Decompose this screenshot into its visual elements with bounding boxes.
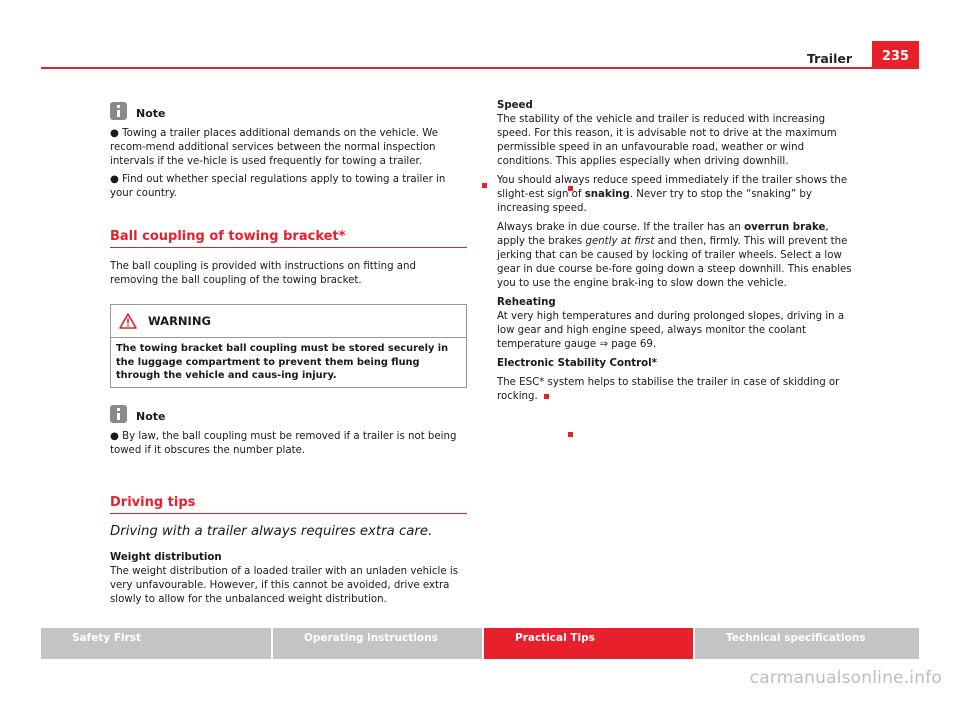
text-run: . Never try to stop the “snaking” by increasing speed. — [497, 189, 812, 214]
page-header-title: Trailer — [807, 51, 852, 66]
note-bullet-text: By law, the ball coupling must be removed if a trailer is not being towed if it obscures the number plate. — [110, 430, 457, 456]
speed-paragraph-1: The stability of the vehicle and trailer is reduced with increasing speed. For this reason, it is advisable not to drive at the maximum permissible speed in an unfavourable road, weather or wind conditions. This applies especially when driving downhill. — [497, 114, 837, 167]
weight-distribution-text: The weight distribution of a loaded trailer with an unladen vehicle is very unfavourable. However, if this cannot be avoided, drive extra slowly to allow for the unbalanced weight distribution. — [110, 565, 458, 605]
note-bullet: ● Towing a trailer places additional demands on the vehicle. We recom-mend additional services between the normal inspection intervals if the ve-hicle is used frequently for towing a trailer. — [110, 128, 438, 167]
warning-heading — [111, 305, 466, 338]
info-icon — [110, 102, 127, 120]
warning-triangle-icon — [119, 313, 137, 329]
speed-heading: Speed — [497, 100, 533, 111]
speed-paragraph-2 — [497, 174, 857, 216]
note-bullet-text: Towing a trailer places additional demands on the vehicle. We recom-mend additional services between the normal inspection intervals if the ve-hicle is used frequently for towing a trailer. — [110, 128, 438, 167]
note-bullet: ● Find out whether special regulations apply to towing a trailer in your country. — [110, 174, 446, 199]
emphasis-overrun-brake: overrun brake — [744, 222, 826, 233]
ball-coupling-text: The ball coupling is provided with instructions on fitting and removing the ball coupling of the towing bracket. — [110, 261, 416, 286]
text-run: You should always reduce speed immediately if the trailer shows the slight-est sign of — [497, 175, 848, 200]
section-end-marker — [568, 432, 573, 437]
page-reference-link[interactable]: ⇒ page 69. — [599, 339, 657, 350]
section-end-marker — [482, 183, 487, 188]
footer-nav — [41, 628, 919, 659]
emphasis-snaking: snaking — [584, 189, 630, 200]
info-icon — [110, 405, 127, 423]
reheating-text — [497, 310, 857, 352]
text-run: and then, firmly. This will prevent the jerking that can be caused by locking of trailer wheels. Select a low gear in due course be-fore going down a steep downhill. This enables you to use the engine brak-ing to slow down the vehicle. — [497, 236, 852, 289]
left-column — [110, 96, 467, 607]
text-run: , apply the brakes — [497, 222, 829, 247]
reheating-heading: Reheating — [497, 297, 556, 308]
warning-label: WARNING — [148, 314, 211, 328]
section-title-driving-tips: Driving tips — [110, 496, 467, 514]
note-bullet-text: Find out whether special regulations apply to towing a trailer in your country. — [110, 174, 446, 199]
watermark: carmanualsonline.info — [749, 668, 942, 688]
section-end-marker — [544, 394, 549, 399]
tab-operating-instructions[interactable]: Operating instructions — [273, 628, 482, 659]
esc-heading: Electronic Stability Control* — [497, 358, 657, 369]
weight-distribution-heading: Weight distribution — [110, 551, 222, 563]
text-run: At very high temperatures and during prolonged slopes, driving in a low gear and high engine speed, always monitor the coolant temperature gauge — [497, 311, 845, 350]
note-label: Note — [136, 107, 166, 120]
warning-box — [110, 304, 467, 388]
section-title-ball-coupling: Ball coupling of towing bracket* — [110, 230, 467, 248]
header-rule — [41, 67, 919, 69]
speed-paragraph-3 — [497, 221, 857, 291]
esc-text — [497, 376, 857, 404]
note-heading — [110, 399, 467, 423]
note-label: Note — [136, 409, 166, 423]
text-run: The ESC* system helps to stabilise the trailer in case of skidding or rocking. — [497, 377, 840, 402]
tab-practical-tips[interactable]: Practical Tips — [484, 628, 693, 659]
emphasis-gently: gently at first — [585, 236, 655, 247]
right-column — [497, 99, 857, 404]
text-run: Always brake in due course. If the trailer has an — [497, 222, 745, 233]
warning-text: The towing bracket ball coupling must be stored securely in the luggage compartment to prevent them being flung through the vehicle and caus-ing injury. — [116, 343, 449, 381]
tab-technical-specifications[interactable]: Technical specifications — [695, 628, 919, 659]
driving-tips-lead: Driving with a trailer always requires extra care. — [110, 523, 433, 539]
page-number: 235 — [872, 41, 919, 68]
tab-safety-first[interactable]: Safety First — [41, 628, 271, 659]
note-bullet: ● By law, the ball coupling must be removed if a trailer is not being towed if it obscures the number plate. — [110, 430, 457, 456]
note-heading — [110, 96, 467, 120]
